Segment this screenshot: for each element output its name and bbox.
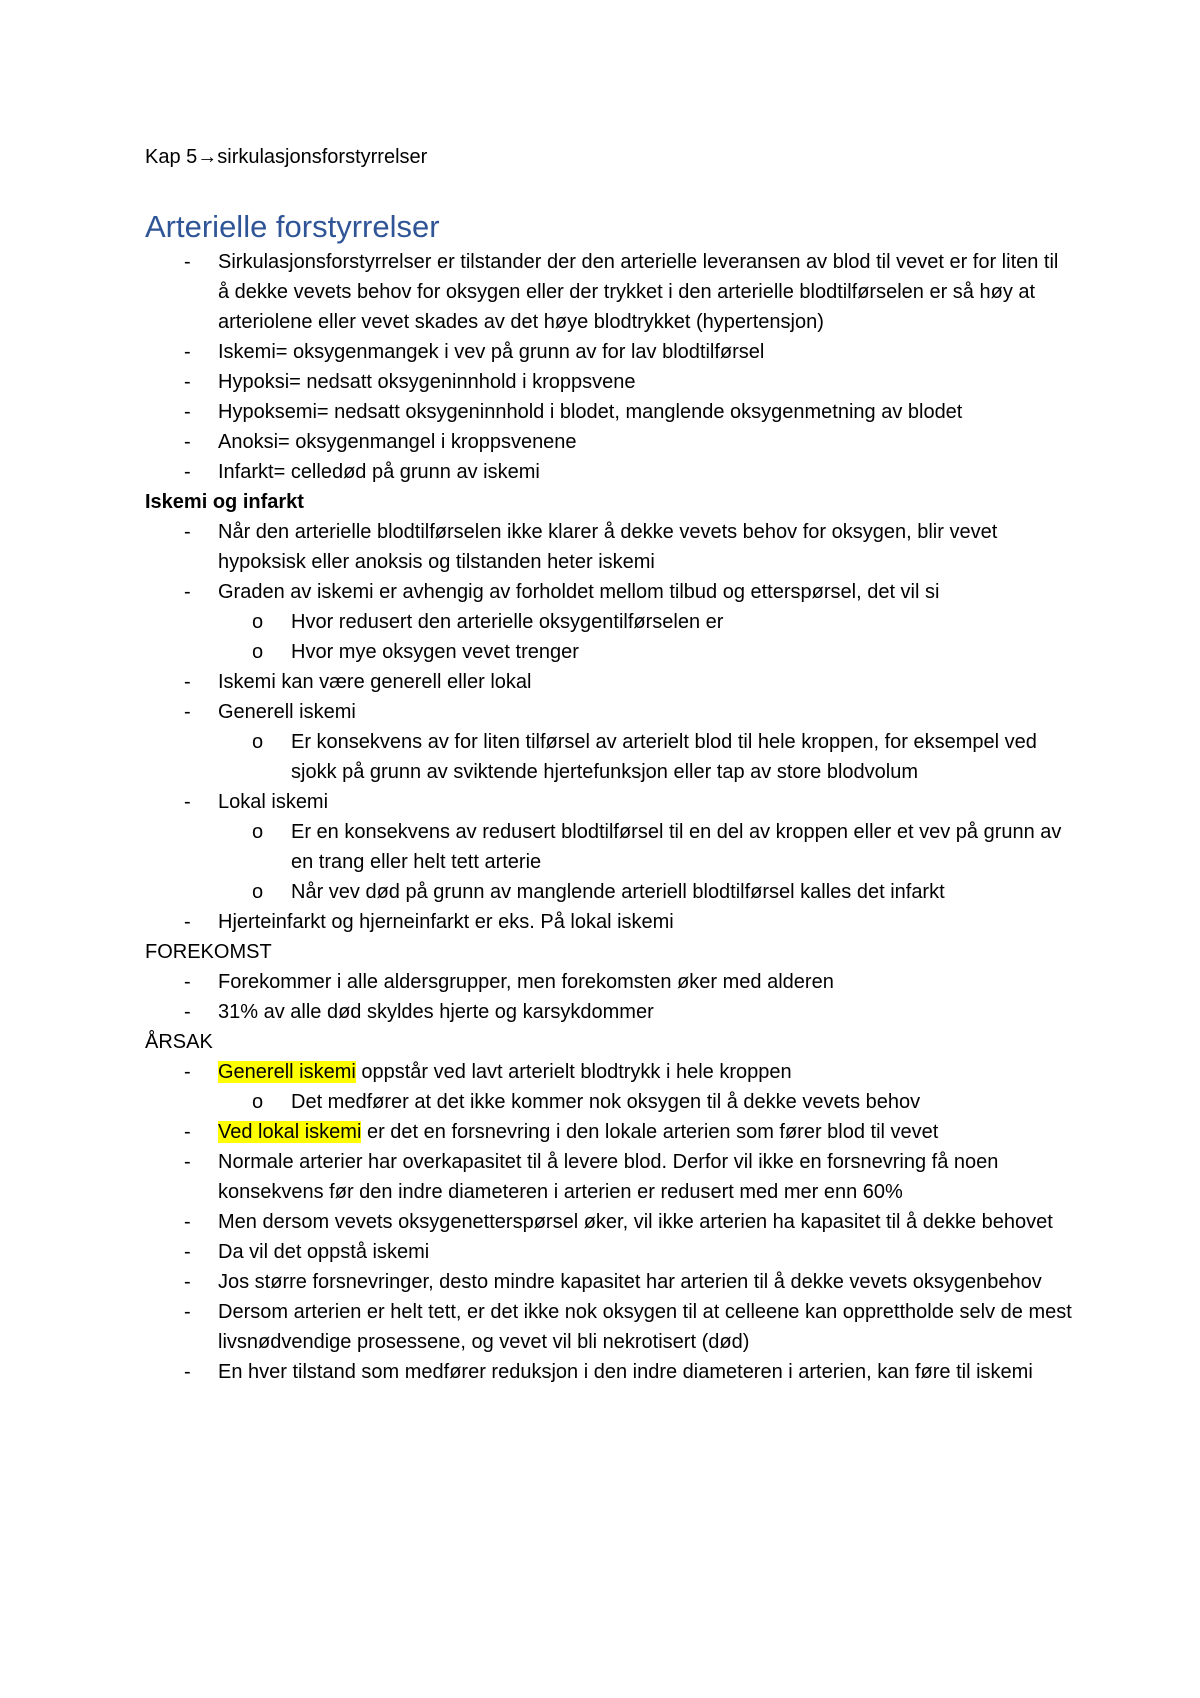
- list-item: [145, 907, 1075, 937]
- list-item-text: 31% av alle død skyldes hjerte og karsykdommer: [218, 1001, 654, 1023]
- dash-marker: -: [184, 1361, 191, 1383]
- list-item: [145, 1237, 1075, 1267]
- chapter-subtitle: sirkulasjonsforstyrrelser: [217, 146, 428, 168]
- dash-marker: -: [184, 1301, 191, 1323]
- sub-list-item-text: Er konsekvens av for liten tilførsel av arterielt blod til hele kroppen, for eksempel ved sjokk på grunn av sviktende hjertefunksjon eller tap av store blodvolum: [291, 731, 1037, 783]
- dash-marker: -: [184, 1001, 191, 1023]
- section-heading: Arterielle forstyrrelser: [145, 209, 440, 244]
- dash-marker: -: [184, 521, 191, 543]
- list-item: [145, 1117, 1075, 1147]
- dash-marker: -: [184, 461, 191, 483]
- list-item: [145, 1297, 1075, 1357]
- dash-marker: -: [184, 1211, 191, 1233]
- dash-marker: -: [184, 251, 191, 273]
- sub-list: [218, 607, 1075, 667]
- list-item-text: Iskemi= oksygenmangek i vev på grunn av for lav blodtilførsel: [218, 341, 765, 363]
- list-item: [145, 667, 1075, 697]
- sub-list-item-text: Hvor redusert den arterielle oksygentilførselen er: [291, 611, 724, 633]
- dash-marker: -: [184, 1241, 191, 1263]
- intro-list: [145, 247, 1075, 487]
- list-item-text: Hjerteinfarkt og hjerneinfarkt er eks. På lokal iskemi: [218, 911, 674, 933]
- sub-list-item-text: Er en konsekvens av redusert blodtilførsel til en del av kroppen eller et vev på grunn av en trang eller helt tett arterie: [291, 821, 1062, 873]
- dash-marker: -: [184, 671, 191, 693]
- sub-list-item: [218, 877, 1075, 907]
- list-item-text: Dersom arterien er helt tett, er det ikke nok oksygen til at celleene kan opprettholde selv de mest livsnødvendige prosessene, og vevet vil bli nekrotisert (død): [218, 1301, 1072, 1353]
- list-item: [145, 427, 1075, 457]
- list-item-text: Jos større forsnevringer, desto mindre kapasitet har arterien til å dekke vevets oksygenbehov: [218, 1271, 1042, 1293]
- circle-bullet-marker: o: [252, 821, 264, 843]
- sub-list: [218, 727, 1075, 787]
- subheading-arsak: ÅRSAK: [145, 1031, 213, 1053]
- list-item-text: Da vil det oppstå iskemi: [218, 1241, 430, 1263]
- sub-list: [218, 1087, 1075, 1117]
- list-item-text: Sirkulasjonsforstyrrelser er tilstander der den arterielle leveransen av blod til vevet er for liten til å dekke vevets behov for oksygen eller der trykket i den arterielle blodtilførselen er så høy at arteriolene eller vevet skades av det høye blodtrykket (hypertensjon): [218, 251, 1059, 333]
- list-item-text: Når den arterielle blodtilførselen ikke klarer å dekke vevets behov for oksygen, blir vevet hypoksisk eller anoksis og tilstanden heter iskemi: [218, 521, 998, 573]
- list-item-text: Hypoksemi= nedsatt oksygeninnhold i blodet, manglende oksygenmetning av blodet: [218, 401, 963, 423]
- list-item: [145, 1057, 1075, 1117]
- sub-list-item-text: Det medfører at det ikke kommer nok oksygen til å dekke vevets behov: [291, 1091, 921, 1113]
- arsak-list: [145, 1057, 1075, 1387]
- sub-list-item: [218, 607, 1075, 637]
- sub-list-item: [218, 817, 1075, 877]
- circle-bullet-marker: o: [252, 1091, 264, 1113]
- list-item: [145, 1357, 1075, 1387]
- list-item: [145, 577, 1075, 667]
- dash-marker: -: [184, 791, 191, 813]
- list-item: [145, 787, 1075, 907]
- arrow-icon: →: [197, 146, 218, 168]
- dash-marker: -: [184, 911, 191, 933]
- dash-marker: -: [184, 1061, 191, 1083]
- iskemi-list: [145, 517, 1075, 937]
- list-item-text: Lokal iskemi: [218, 791, 329, 813]
- dash-marker: -: [184, 431, 191, 453]
- list-item: [145, 967, 1075, 997]
- sub-list: [218, 817, 1075, 907]
- sub-list-item: [218, 637, 1075, 667]
- list-item: [145, 367, 1075, 397]
- dash-marker: -: [184, 1271, 191, 1293]
- list-item-text: Graden av iskemi er avhengig av forholdet mellom tilbud og etterspørsel, det vil si: [218, 581, 940, 603]
- list-item: [145, 997, 1075, 1027]
- list-item: [145, 517, 1075, 577]
- list-item: [145, 1147, 1075, 1207]
- highlighted-text: Generell iskemi: [218, 1061, 356, 1083]
- sub-list-item-text: Hvor mye oksygen vevet trenger: [291, 641, 579, 663]
- dash-marker: -: [184, 371, 191, 393]
- list-item: [145, 397, 1075, 427]
- circle-bullet-marker: o: [252, 881, 264, 903]
- circle-bullet-marker: o: [252, 611, 264, 633]
- list-item-text: Infarkt= celledød på grunn av iskemi: [218, 461, 540, 483]
- list-item-text: Forekommer i alle aldersgrupper, men forekomsten øker med alderen: [218, 971, 834, 993]
- list-item-text: Anoksi= oksygenmangel i kroppsvenene: [218, 431, 577, 453]
- circle-bullet-marker: o: [252, 641, 264, 663]
- document-content: [145, 142, 1075, 1387]
- list-item-text: er det en forsnevring i den lokale arterien som fører blod til vevet: [361, 1121, 939, 1143]
- forekomst-list: [145, 967, 1075, 1027]
- list-item-text: Iskemi kan være generell eller lokal: [218, 671, 532, 693]
- dash-marker: -: [184, 971, 191, 993]
- dash-marker: -: [184, 701, 191, 723]
- dash-marker: -: [184, 401, 191, 423]
- list-item-text: Hypoksi= nedsatt oksygeninnhold i kroppsvene: [218, 371, 636, 393]
- dash-marker: -: [184, 581, 191, 603]
- chapter-label: Kap 5: [145, 146, 198, 168]
- subheading-forekomst: FOREKOMST: [145, 941, 272, 963]
- list-item: [145, 457, 1075, 487]
- list-item-text: Generell iskemi: [218, 701, 356, 723]
- dash-marker: -: [184, 1151, 191, 1173]
- list-item-text: Normale arterier har overkapasitet til å levere blod. Derfor vil ikke en forsnevring få noen konsekvens før den indre diameteren i arterien er redusert med mer enn 60%: [218, 1151, 999, 1203]
- circle-bullet-marker: o: [252, 731, 264, 753]
- list-item-text: Men dersom vevets oksygenetterspørsel øker, vil ikke arterien ha kapasitet til å dekke behovet: [218, 1211, 1053, 1233]
- dash-marker: -: [184, 341, 191, 363]
- chapter-line: [145, 142, 1075, 172]
- dash-marker: -: [184, 1121, 191, 1143]
- sub-list-item-text: Når vev død på grunn av manglende arteriell blodtilførsel kalles det infarkt: [291, 881, 945, 903]
- highlighted-text: Ved lokal iskemi: [218, 1121, 362, 1143]
- list-item: [145, 697, 1075, 787]
- sub-list-item: [218, 727, 1075, 787]
- list-item-text: En hver tilstand som medfører reduksjon i den indre diameteren i arterien, kan føre til iskemi: [218, 1361, 1033, 1383]
- sub-list-item: [218, 1087, 1075, 1117]
- subheading-iskemi-og-infarkt: Iskemi og infarkt: [145, 491, 304, 513]
- list-item: [145, 1267, 1075, 1297]
- list-item: [145, 337, 1075, 367]
- list-item-text: oppstår ved lavt arterielt blodtrykk i hele kroppen: [355, 1061, 792, 1083]
- list-item: [145, 247, 1075, 337]
- list-item: [145, 1207, 1075, 1237]
